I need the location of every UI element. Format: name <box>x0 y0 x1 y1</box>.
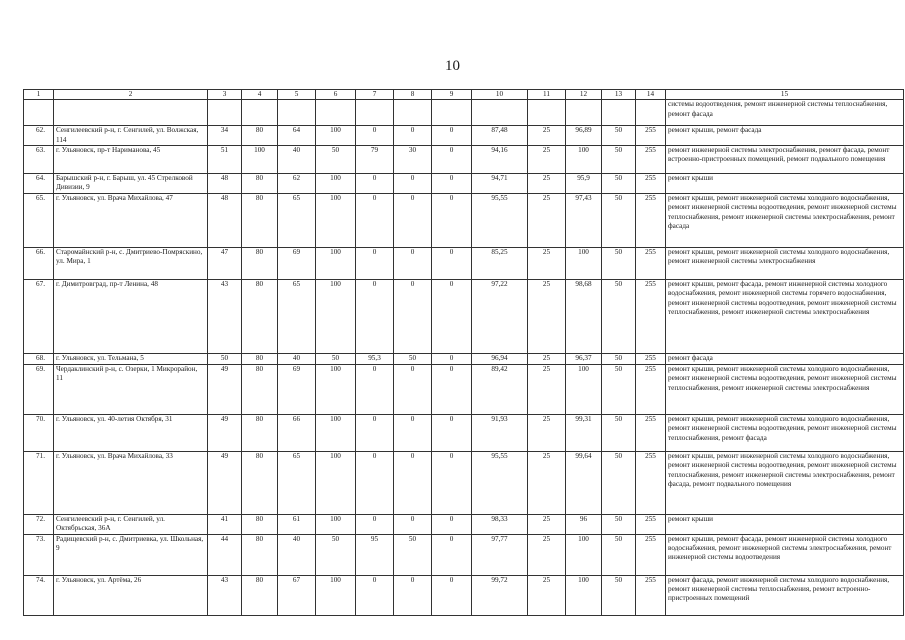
value-cell: 50 <box>602 247 636 279</box>
value-cell: 0 <box>356 193 394 247</box>
table-row <box>24 534 904 575</box>
value-cell: 96 <box>566 514 602 534</box>
repair-register-table <box>23 89 904 616</box>
value-cell: 50 <box>316 353 356 364</box>
value-cell: 50 <box>602 146 636 174</box>
works-cell: ремонт фасада <box>666 353 904 364</box>
column-number-header: 10 <box>472 90 528 100</box>
value-cell: 0 <box>394 364 432 414</box>
value-cell: 95,9 <box>566 174 602 194</box>
row-number-cell: 68. <box>24 353 54 364</box>
value-cell: 96,37 <box>566 353 602 364</box>
address-cell: г. Ульяновск, ул. 40-летия Октября, 31 <box>54 414 208 451</box>
row-number-cell: 74. <box>24 575 54 615</box>
value-cell: 255 <box>636 174 666 194</box>
value-cell: 49 <box>208 414 242 451</box>
value-cell: 255 <box>636 247 666 279</box>
value-cell: 25 <box>528 414 566 451</box>
value-cell: 96,89 <box>566 126 602 146</box>
value-cell: 100 <box>566 534 602 575</box>
column-number-header: 13 <box>602 90 636 100</box>
value-cell: 100 <box>316 247 356 279</box>
value-cell: 100 <box>566 364 602 414</box>
value-cell: 34 <box>208 126 242 146</box>
value-cell: 50 <box>602 414 636 451</box>
value-cell: 25 <box>528 534 566 575</box>
address-cell: г. Ульяновск, ул. Артёма, 26 <box>54 575 208 615</box>
value-cell: 50 <box>208 353 242 364</box>
value-cell: 25 <box>528 193 566 247</box>
value-cell: 255 <box>636 451 666 514</box>
address-cell: Сенгилеевский р-н, г. Сенгилей, ул. Октябрьская, 36А <box>54 514 208 534</box>
address-cell: Радищевский р-н, с. Дмитриевка, ул. Школьная, 9 <box>54 534 208 575</box>
row-number-cell: 65. <box>24 193 54 247</box>
value-cell: 0 <box>394 279 432 353</box>
value-cell: 0 <box>394 193 432 247</box>
value-cell: 50 <box>602 126 636 146</box>
address-cell: Сенгилеевский р-н, г. Сенгилей, ул. Волжская, 114 <box>54 126 208 146</box>
value-cell: 50 <box>602 353 636 364</box>
value-cell: 0 <box>394 414 432 451</box>
value-cell: 98,33 <box>472 514 528 534</box>
value-cell: 100 <box>316 193 356 247</box>
column-number-header: 7 <box>356 90 394 100</box>
address-cell: г. Ульяновск, ул. Врача Михайлова, 33 <box>54 451 208 514</box>
value-cell: 100 <box>316 514 356 534</box>
address-cell: г. Ульяновск, ул. Врача Михайлова, 47 <box>54 193 208 247</box>
value-cell: 0 <box>432 279 472 353</box>
table-row <box>24 126 904 146</box>
value-cell: 80 <box>242 575 278 615</box>
value-cell: 89,42 <box>472 364 528 414</box>
works-cell: ремонт крыши, ремонт инженерной системы холодного водоснабжения, ремонт инженерной системы водоотведения, ремонт инженерной системы теплоснабжения, ремонт инженерной системы электроснабжения <box>666 364 904 414</box>
value-cell: 95,55 <box>472 451 528 514</box>
works-cell: ремонт крыши, ремонт инженерной системы холодного водоснабжения, ремонт инженерной системы водоотведения, ремонт инженерной системы теплоснабжения, ремонт инженерной системы электроснабжения, ремонт фасада, ремонт подвального помещения <box>666 451 904 514</box>
value-cell: 0 <box>394 575 432 615</box>
works-cell: ремонт крыши, ремонт инженерной системы холодного водоснабжения, ремонт инженерной системы электроснабжения <box>666 247 904 279</box>
address-cell: г. Ульяновск, пр-т Нариманова, 45 <box>54 146 208 174</box>
value-cell: 80 <box>242 514 278 534</box>
value-cell: 25 <box>528 575 566 615</box>
table-body <box>24 90 904 616</box>
value-cell: 50 <box>602 514 636 534</box>
column-number-header: 6 <box>316 90 356 100</box>
works-cell: ремонт крыши, ремонт инженерной системы холодного водоснабжения, ремонт инженерной системы водоотведения, ремонт инженерной системы теплоснабжения, ремонт инженерной системы электроснабжения, ремонт фасада <box>666 193 904 247</box>
value-cell: 255 <box>636 279 666 353</box>
value-cell: 0 <box>356 575 394 615</box>
value-cell: 62 <box>278 174 316 194</box>
value-cell: 0 <box>432 126 472 146</box>
value-cell: 25 <box>528 364 566 414</box>
value-cell: 25 <box>528 126 566 146</box>
value-cell: 91,93 <box>472 414 528 451</box>
value-cell: 30 <box>394 146 432 174</box>
column-number-header: 14 <box>636 90 666 100</box>
value-cell: 100 <box>316 279 356 353</box>
value-cell: 25 <box>528 451 566 514</box>
value-cell: 25 <box>528 174 566 194</box>
value-cell: 94,16 <box>472 146 528 174</box>
table-row <box>24 174 904 194</box>
value-cell: 67 <box>278 575 316 615</box>
row-number-cell: 62. <box>24 126 54 146</box>
value-cell: 85,25 <box>472 247 528 279</box>
column-number-header: 5 <box>278 90 316 100</box>
column-number-header: 8 <box>394 90 432 100</box>
row-number-cell: 69. <box>24 364 54 414</box>
table-row <box>24 364 904 414</box>
table-row <box>24 279 904 353</box>
works-cell: ремонт крыши, ремонт фасада, ремонт инженерной системы холодного водоснабжения, ремонт инженерной системы электроснабжения, ремонт инженерной системы водоотведения <box>666 534 904 575</box>
value-cell: 25 <box>528 247 566 279</box>
value-cell: 97,43 <box>566 193 602 247</box>
value-cell: 50 <box>602 364 636 414</box>
value-cell: 0 <box>356 414 394 451</box>
value-cell: 87,48 <box>472 126 528 146</box>
value-cell: 100 <box>566 146 602 174</box>
column-number-row <box>24 90 904 100</box>
value-cell: 0 <box>394 174 432 194</box>
value-cell: 64 <box>278 126 316 146</box>
value-cell: 0 <box>394 451 432 514</box>
value-cell: 255 <box>636 353 666 364</box>
works-cell: ремонт крыши, ремонт инженерной системы холодного водоснабжения, ремонт инженерной системы водоотведения, ремонт инженерной системы теплоснабжения, ремонт фасада <box>666 414 904 451</box>
value-cell: 97,77 <box>472 534 528 575</box>
value-cell: 49 <box>208 364 242 414</box>
table-row <box>24 414 904 451</box>
address-cell: Чердаклинский р-н, с. Озерки, 1 Микрорайон, 11 <box>54 364 208 414</box>
value-cell: 100 <box>316 364 356 414</box>
works-cell: ремонт крыши <box>666 514 904 534</box>
address-cell: г. Димитровград, пр-т Ленина, 48 <box>54 279 208 353</box>
value-cell: 0 <box>432 364 472 414</box>
value-cell: 80 <box>242 364 278 414</box>
value-cell: 48 <box>208 193 242 247</box>
value-cell: 0 <box>432 414 472 451</box>
value-cell: 0 <box>394 126 432 146</box>
value-cell: 48 <box>208 174 242 194</box>
row-number-cell: 67. <box>24 279 54 353</box>
value-cell: 50 <box>602 534 636 575</box>
value-cell: 80 <box>242 414 278 451</box>
value-cell: 0 <box>394 247 432 279</box>
value-cell: 0 <box>432 514 472 534</box>
value-cell: 0 <box>432 193 472 247</box>
value-cell: 65 <box>278 279 316 353</box>
value-cell: 80 <box>242 193 278 247</box>
value-cell: 69 <box>278 247 316 279</box>
value-cell: 49 <box>208 451 242 514</box>
value-cell: 41 <box>208 514 242 534</box>
value-cell: 50 <box>394 534 432 575</box>
value-cell: 0 <box>432 575 472 615</box>
value-cell: 255 <box>636 534 666 575</box>
value-cell: 0 <box>356 514 394 534</box>
value-cell: 100 <box>316 575 356 615</box>
table-row <box>24 575 904 615</box>
value-cell: 0 <box>356 364 394 414</box>
value-cell: 25 <box>528 279 566 353</box>
value-cell: 255 <box>636 146 666 174</box>
value-cell: 66 <box>278 414 316 451</box>
column-number-header: 9 <box>432 90 472 100</box>
value-cell: 50 <box>316 534 356 575</box>
value-cell: 80 <box>242 451 278 514</box>
address-cell: г. Ульяновск, ул. Тельмана, 5 <box>54 353 208 364</box>
value-cell: 0 <box>394 514 432 534</box>
row-number-cell: 72. <box>24 514 54 534</box>
value-cell: 25 <box>528 514 566 534</box>
column-number-header: 4 <box>242 90 278 100</box>
value-cell: 100 <box>242 146 278 174</box>
value-cell: 99,31 <box>566 414 602 451</box>
page-number: 10 <box>445 58 460 74</box>
column-number-header: 3 <box>208 90 242 100</box>
value-cell: 94,71 <box>472 174 528 194</box>
value-cell: 50 <box>602 451 636 514</box>
row-number-cell: 71. <box>24 451 54 514</box>
value-cell: 96,94 <box>472 353 528 364</box>
value-cell: 255 <box>636 414 666 451</box>
value-cell: 100 <box>316 174 356 194</box>
value-cell: 50 <box>602 193 636 247</box>
column-number-header: 11 <box>528 90 566 100</box>
value-cell: 100 <box>566 575 602 615</box>
works-cell: ремонт фасада, ремонт инженерной системы холодного водоснабжения, ремонт инженерной системы теплоснабжения, ремонт встроенно-пристроенных помещений <box>666 575 904 615</box>
value-cell: 0 <box>356 174 394 194</box>
value-cell: 0 <box>432 174 472 194</box>
value-cell: 0 <box>432 534 472 575</box>
value-cell: 47 <box>208 247 242 279</box>
continuation-works-cell: системы водоотведения, ремонт инженерной системы теплоснабжения, ремонт фасада <box>666 100 904 126</box>
value-cell: 25 <box>528 353 566 364</box>
value-cell: 65 <box>278 193 316 247</box>
value-cell: 255 <box>636 575 666 615</box>
value-cell: 65 <box>278 451 316 514</box>
value-cell: 98,68 <box>566 279 602 353</box>
value-cell: 51 <box>208 146 242 174</box>
value-cell: 0 <box>432 247 472 279</box>
value-cell: 99,64 <box>566 451 602 514</box>
value-cell: 0 <box>356 247 394 279</box>
value-cell: 95,55 <box>472 193 528 247</box>
value-cell: 0 <box>356 451 394 514</box>
continuation-row <box>24 100 904 126</box>
value-cell: 40 <box>278 146 316 174</box>
value-cell: 255 <box>636 126 666 146</box>
value-cell: 255 <box>636 193 666 247</box>
value-cell: 50 <box>394 353 432 364</box>
value-cell: 50 <box>602 174 636 194</box>
value-cell: 80 <box>242 174 278 194</box>
value-cell: 79 <box>356 146 394 174</box>
table-row <box>24 193 904 247</box>
value-cell: 50 <box>602 279 636 353</box>
value-cell: 25 <box>528 146 566 174</box>
address-cell: Барышский р-н, г. Барыш, ул. 45 Стрелковой Дивизии, 9 <box>54 174 208 194</box>
row-number-cell: 64. <box>24 174 54 194</box>
value-cell: 43 <box>208 575 242 615</box>
value-cell: 80 <box>242 534 278 575</box>
value-cell: 100 <box>566 247 602 279</box>
value-cell: 40 <box>278 353 316 364</box>
column-number-header: 15 <box>666 90 904 100</box>
column-number-header: 2 <box>54 90 208 100</box>
works-cell: ремонт крыши, ремонт фасада <box>666 126 904 146</box>
value-cell: 0 <box>356 126 394 146</box>
value-cell: 50 <box>602 575 636 615</box>
works-cell: ремонт крыши, ремонт фасада, ремонт инженерной системы холодного водоснабжения, ремонт инженерной системы горячего водоснабжения, ремонт инженерной системы водоотведения, ремонт инженерной системы теплоснабжения, ремонт инженерной системы электроснабжения <box>666 279 904 353</box>
value-cell: 100 <box>316 126 356 146</box>
row-number-cell: 70. <box>24 414 54 451</box>
value-cell: 97,22 <box>472 279 528 353</box>
row-number-cell: 73. <box>24 534 54 575</box>
value-cell: 255 <box>636 364 666 414</box>
value-cell: 95,3 <box>356 353 394 364</box>
value-cell: 40 <box>278 534 316 575</box>
column-number-header: 12 <box>566 90 602 100</box>
value-cell: 80 <box>242 126 278 146</box>
value-cell: 99,72 <box>472 575 528 615</box>
value-cell: 100 <box>316 451 356 514</box>
table-row <box>24 247 904 279</box>
address-cell: Старомайнский р-н, с. Дмитриево-Помряскино, ул. Мира, 1 <box>54 247 208 279</box>
value-cell: 0 <box>432 146 472 174</box>
table-row <box>24 146 904 174</box>
table-row <box>24 514 904 534</box>
works-cell: ремонт инженерной системы электроснабжения, ремонт фасада, ремонт встроенно-пристроенных помещений, ремонт подвального помещения <box>666 146 904 174</box>
value-cell: 0 <box>356 279 394 353</box>
value-cell: 0 <box>432 451 472 514</box>
value-cell: 61 <box>278 514 316 534</box>
value-cell: 80 <box>242 353 278 364</box>
value-cell: 44 <box>208 534 242 575</box>
value-cell: 95 <box>356 534 394 575</box>
row-number-cell: 66. <box>24 247 54 279</box>
works-cell: ремонт крыши <box>666 174 904 194</box>
row-number-cell: 63. <box>24 146 54 174</box>
value-cell: 255 <box>636 514 666 534</box>
value-cell: 80 <box>242 247 278 279</box>
value-cell: 69 <box>278 364 316 414</box>
value-cell: 0 <box>432 353 472 364</box>
value-cell: 50 <box>316 146 356 174</box>
table-row <box>24 451 904 514</box>
value-cell: 43 <box>208 279 242 353</box>
column-number-header: 1 <box>24 90 54 100</box>
value-cell: 80 <box>242 279 278 353</box>
table-row <box>24 353 904 364</box>
value-cell: 100 <box>316 414 356 451</box>
